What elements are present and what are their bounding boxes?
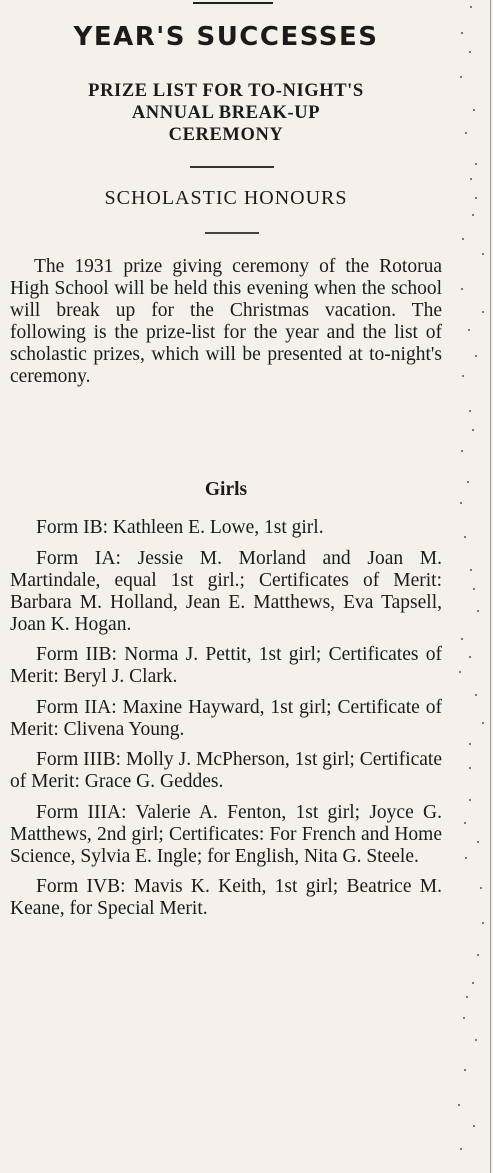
print-speck — [469, 799, 471, 801]
print-speck — [475, 355, 477, 357]
headline: YEAR'S SUCCESSES — [73, 22, 379, 52]
section-heading: SCHOLASTIC HONOURS — [104, 187, 348, 209]
print-speck — [462, 375, 464, 377]
print-speck — [469, 51, 471, 53]
column-divider — [490, 0, 491, 1173]
print-speck — [472, 982, 474, 984]
print-speck — [469, 656, 471, 658]
print-speck — [465, 132, 467, 134]
print-speck — [470, 6, 472, 8]
print-speck — [464, 536, 466, 538]
print-speck — [464, 822, 466, 824]
print-speck — [469, 767, 471, 769]
print-speck — [473, 109, 475, 111]
print-speck — [458, 1104, 460, 1106]
print-speck — [472, 214, 474, 216]
prize-list — [10, 517, 442, 929]
prize-entry-form-iia: Form IIA: Maxine Hayward, 1st girl; Certificate of Merit: Clivena Young. — [10, 696, 442, 740]
subheadline-line-1: PRIZE LIST FOR TO-NIGHT'S — [88, 81, 364, 101]
print-speck — [463, 1017, 465, 1019]
print-speck — [482, 253, 484, 255]
print-speck — [466, 996, 468, 998]
prize-entry-form-iiia: Form IIIA: Valerie A. Fenton, 1st girl; Joyce G. Matthews, 2nd girl; Certificates: For French and Home Science, Sylvia E. Ingle; for English, Nita G. Steele. — [10, 801, 442, 867]
print-speck — [459, 671, 461, 673]
print-speck — [460, 1148, 462, 1150]
print-speck — [460, 502, 462, 504]
subheadline-line-3: CEREMONY — [168, 125, 284, 145]
article-column — [10, 0, 442, 1173]
print-speck — [467, 481, 469, 483]
section-rule — [205, 232, 259, 234]
print-speck — [475, 694, 477, 696]
subheadline-line-2: ANNUAL BREAK-UP — [131, 103, 321, 123]
print-speck — [472, 429, 474, 431]
print-speck — [482, 922, 484, 924]
print-speck — [475, 197, 477, 199]
print-speck — [468, 329, 470, 331]
print-speck — [477, 954, 479, 956]
divider-rule — [190, 166, 274, 168]
print-speck — [480, 887, 482, 889]
print-speck — [461, 450, 463, 452]
subheadline — [10, 80, 442, 146]
print-speck — [470, 178, 472, 180]
print-speck — [473, 588, 475, 590]
intro-paragraph: The 1931 prize giving ceremony of the Rotorua High School will be held this evening when the school will break up for the Christmas vacation. The following is the prize-list for the year and the list of scholastic prizes, which will be presented at to-night's ceremony. — [10, 256, 442, 387]
print-speck — [462, 238, 464, 240]
print-speck — [473, 1125, 475, 1127]
print-speck — [477, 841, 479, 843]
print-speck — [469, 410, 471, 412]
print-speck — [470, 569, 472, 571]
print-speck — [482, 311, 484, 313]
print-speck — [475, 1039, 477, 1041]
print-speck — [465, 857, 467, 859]
print-speck — [460, 76, 462, 78]
prize-entry-form-iib: Form IIB: Norma J. Pettit, 1st girl; Certificates of Merit: Beryl J. Clark. — [10, 644, 442, 687]
top-rule — [193, 2, 273, 4]
prize-entry-form-ib: Form IB: Kathleen E. Lowe, 1st girl. — [36, 517, 324, 538]
prize-entry-form-ivb: Form IVB: Mavis K. Keith, 1st girl; Beatrice M. Keane, for Special Merit. — [10, 876, 442, 919]
print-speck — [461, 32, 463, 34]
print-speck — [469, 743, 471, 745]
prize-entry-form-ia: Form IA: Jessie M. Morland and Joan M. Martindale, equal 1st girl.; Certificates of Merit: Barbara M. Holland, Jean E. Matthews, Eva Tapsell, Joan K. Hogan. — [10, 547, 442, 635]
subsection-heading: Girls — [204, 479, 248, 500]
column-gutter — [452, 0, 493, 1173]
print-speck — [461, 288, 463, 290]
print-speck — [461, 638, 463, 640]
print-speck — [482, 722, 484, 724]
print-speck — [477, 610, 479, 612]
prize-entry-form-iiib: Form IIIB: Molly J. McPherson, 1st girl; Certificate of Merit: Grace G. Geddes. — [10, 749, 442, 792]
print-speck — [464, 1069, 466, 1071]
print-speck — [475, 163, 477, 165]
